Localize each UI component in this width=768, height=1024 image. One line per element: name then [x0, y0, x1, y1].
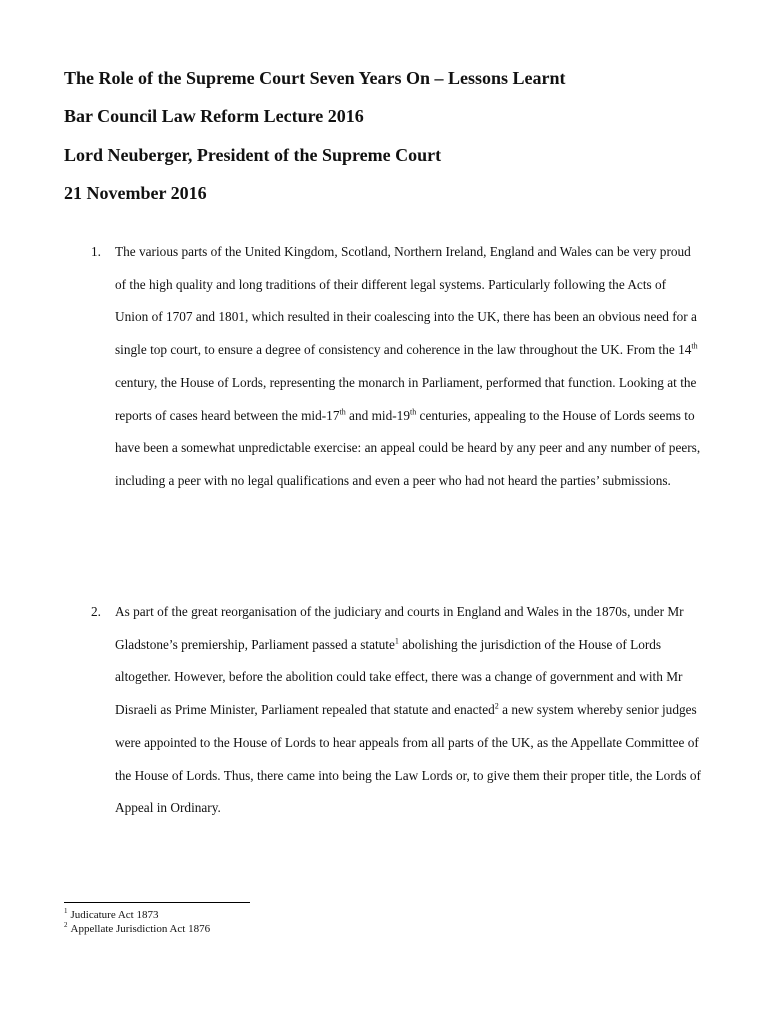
- paragraph-number: 1.: [91, 244, 101, 259]
- paragraph-text: As part of the great reorganisation of the judiciary and courts in England and Wales in the 1870s, under Mr Gladstone’s premiership, Parliament passed a statute$^1$ abolishing the jurisdiction of the House of Lords altogether. However, before the abolition could take effect, there was a change of government and with Mr Disraeli as Prime Minister, Parliament repealed that statute and enacted$^2$ a new system whereby senior judges were appointed to the House of Lords to hear appeals from all parts of the UK, as the Appellate Committee of the House of Lords. Thus, there came into being the Law Lords or, to give them their proper title, the Lords of Appeal in Ordinary.: [115, 604, 701, 816]
- document-author: Lord Neuberger, President of the Supreme Court: [64, 145, 442, 165]
- superscript: th: [691, 341, 698, 351]
- footnote-1: $^1$ Judicature Act 1873: [64, 907, 159, 921]
- footnotes: [64, 908, 210, 936]
- footnote-reference[interactable]: 2: [494, 701, 499, 711]
- footnote-reference[interactable]: 1: [394, 636, 399, 646]
- superscript: th: [339, 407, 346, 417]
- document-subtitle: Bar Council Law Reform Lecture 2016: [64, 106, 364, 126]
- paragraph-2: [91, 596, 701, 825]
- paragraph-number: 2.: [91, 604, 101, 619]
- document-date: 21 November 2016: [64, 183, 207, 203]
- footnote-divider: [64, 902, 250, 903]
- footnote-2: $^2$ Appellate Jurisdiction Act 1876: [64, 921, 211, 935]
- document-title: The Role of the Supreme Court Seven Years On – Lessons Learnt: [64, 68, 566, 88]
- paragraph-1: [91, 236, 701, 498]
- superscript: th: [409, 407, 417, 417]
- paragraph-text: The various parts of the United Kingdom, Scotland, Northern Ireland, England and Wales can be very proud of the high quality and long traditions of their different legal systems. Particularly following the Acts of Union of 1707 and 1801, which resulted in their coalescing into the UK, there has been an obvious need for a single top court, to ensure a degree of consistency and coherence in the law throughout the UK. From the 14th century, the House of Lords, representing the monarch in Parliament, performed that function. Looking at the reports of cases heard between the mid-17th and mid-19th centuries, appealing to the House of Lords seems to have been a somewhat unpredictable exercise: an appeal could be heard by any peer and any number of peers, including a peer with no legal qualifications and even a peer who had not heard the parties’ submissions.: [115, 244, 701, 488]
